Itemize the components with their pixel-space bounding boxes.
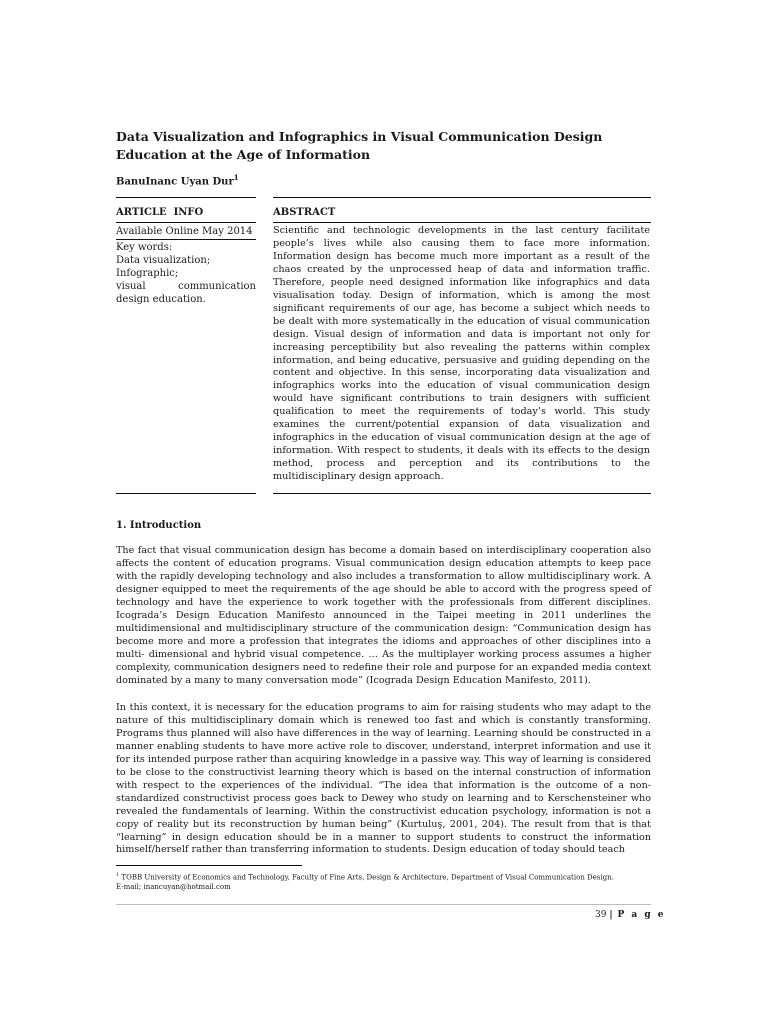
footnote-rule — [116, 865, 302, 866]
page-number — [595, 910, 666, 920]
footnote-email: E-mail; inancuyan@hotmail.com — [116, 883, 231, 892]
rule-abstract-bottom — [273, 493, 651, 494]
keyword-item: Data visualization; — [116, 255, 211, 266]
author-footnote-mark: 1 — [233, 173, 239, 182]
article-info-heading: ARTICLE INFO — [116, 207, 204, 218]
article-info-block — [116, 225, 256, 306]
rule-info-header — [116, 222, 256, 223]
paper-title: Data Visualization and Infographics in Visual Communication Design Education at the Age of Information — [116, 129, 603, 162]
keywords-label: Key words: — [116, 242, 173, 253]
author-name: BanuInanc Uyan Dur — [116, 176, 234, 188]
body-paragraph: The fact that visual communication design has become a domain based on interdisciplinary cooperation also affects the content of education programs. Visual communication design education attempts to keep pace with the rapidly developing technology and also includes a transformation to allow multidisciplinary work. A designer equipped to meet the requirements of the age should be able to accord with the progress speed of technology and have the experience to work together with the professionals from different disciplines. Icograda’s Design Education Manifesto announced in the Taipei meeting in 2011 underlines the multidimensional and multidisciplinary structure of the communication design: “Communication design has become more and more a profession that integrates the idioms and approaches of other disciplines into a multi- dimensional and hybrid visual competence. … As the multiplayer working process assumes a higher complexity, communication designers need to redefine their role and purpose for an expanded media context dominated by a many to many conversation mode” (Icograda Design Education Manifesto, 2011). — [116, 545, 651, 686]
section-heading: 1. Introduction — [116, 520, 202, 531]
rule-info-top — [116, 197, 256, 198]
abstract-heading: ABSTRACT — [273, 207, 336, 218]
keyword-item: design education. — [116, 294, 206, 305]
keyword-fragment: visual — [116, 281, 146, 292]
author-line — [116, 173, 239, 187]
rule-abstract-top — [273, 197, 651, 198]
keyword-item — [116, 280, 256, 293]
abstract-text: Scientific and technologic developments in the last century facilitate people’s lives while also causing them to face more information. Information design has become much more important as a result of the chaos created by the unprocessed heap of data and information traffic. Therefore, people need designed information like infographics and data visualisation today. Design of information, which is among the most significant requirements of our age, has become a subject which needs to be dealt with more systematically in the education of visual communication design. Visual design of information and data is important not only for increasing perceptibility but also revealing the patterns within complex information, and being educative, persuasive and guiding depending on the content and objective. In this sense, incorporating data visualization and infographics works into the education of visual communication design would have significant contributions to train designers with sufficient qualification to meet the requirements of today’s world. This study examines the current/potential expansion of data visualization and infographics in the education of visual communication design at the age of information. With respect to students, it deals with its effects to the design method, process and perception and its contributions to the multidisciplinary design approach. — [273, 225, 650, 483]
keyword-fragment: communication — [178, 281, 256, 292]
page-label: P a g e — [617, 910, 666, 920]
available-online: Available Online May 2014 — [116, 225, 256, 240]
rule-abstract-header — [273, 222, 651, 223]
footnote — [116, 870, 656, 892]
footnote-affiliation: TOBB University of Economics and Technology, Faculty of Fine Arts, Design & Architecture, Department of Visual Communication Design. — [121, 873, 614, 882]
body-paragraph: In this context, it is necessary for the education programs to aim for raising students who may adapt to the nature of this multidisciplinary domain which is renewed too fast and which is constantly transforming. Programs thus planned will also have differences in the way of learning. Learning should be constructed in a manner enabling students to have more active role to discover, understand, interpret information and use it for its intended purpose rather than acquiring knowledge in a passive way. This way of learning is considered to be close to the constructivist learning theory which is based on the internal construction of information with respect to the experiences of the individual. “The idea that information is the outcome of a non-standardized constructivist process goes back to Dewey who study on learning and to Kerschensteiner who revealed the fundamentals of learning. Within the constructivist education psychology, information is not a copy of reality but its reconstruction by human being” (Kurtuluş, 2001, 204). The result from that is that “learning” in design education should be in a manner to support students to construct the information himself/herself rather than transferring information to students. Design education of today should teach — [116, 702, 651, 856]
page-footer-rule — [116, 904, 651, 905]
page-number-value: 39 — [595, 910, 607, 920]
footnote-mark: 1 — [116, 872, 120, 878]
keyword-item: Infographic; — [116, 268, 179, 279]
page-number-separator: | — [609, 910, 615, 920]
rule-info-bottom — [116, 493, 256, 494]
